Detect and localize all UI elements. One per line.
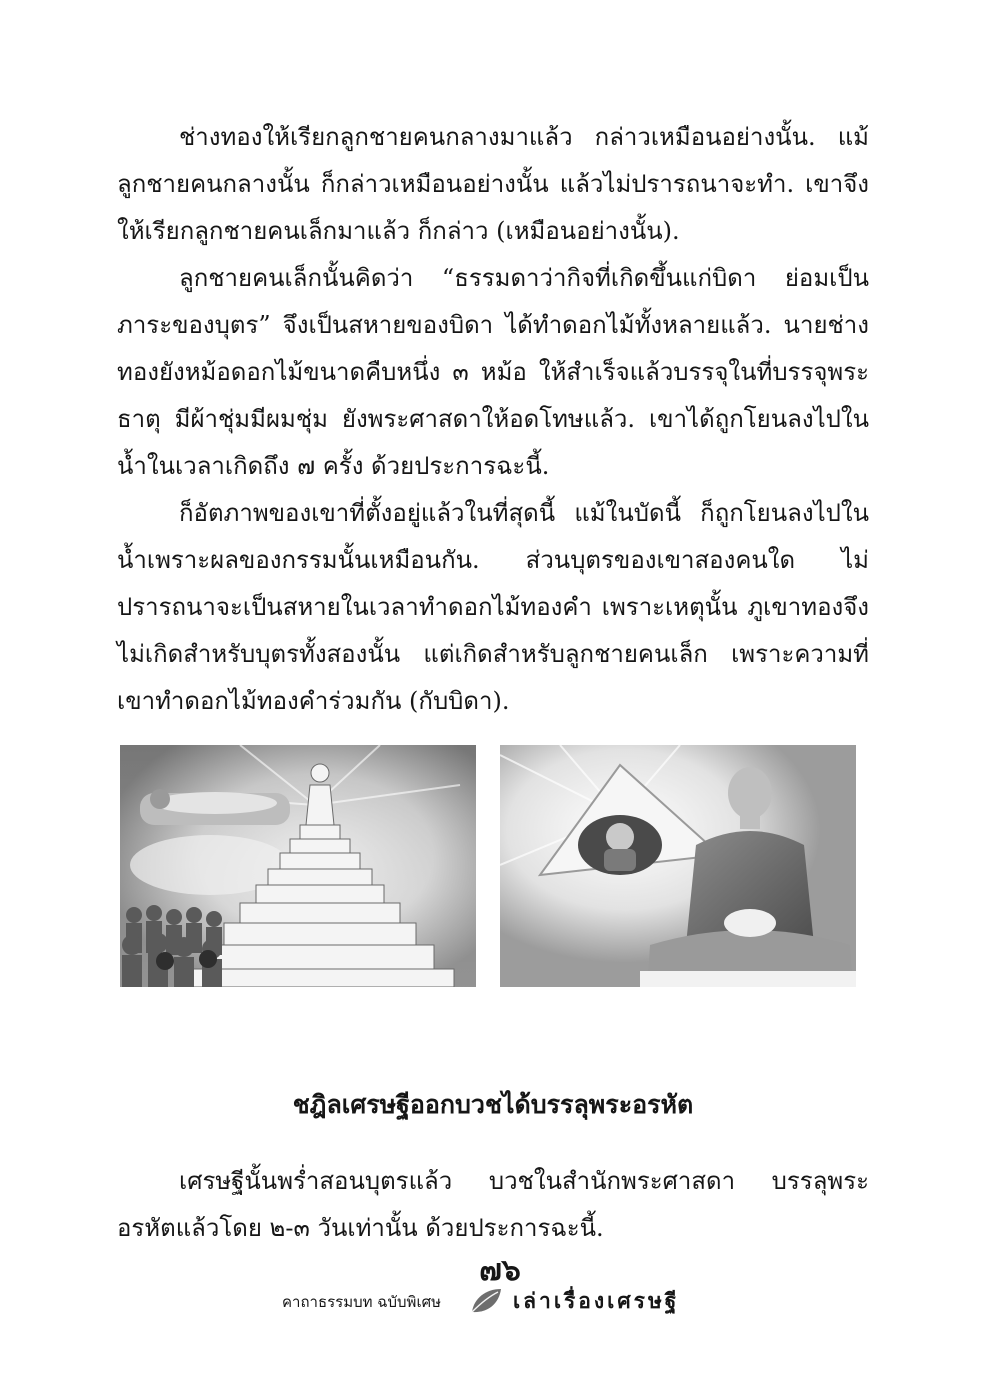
- paragraph: ลูกชายคนเล็กนั้นคิดว่า “ธรรมดาว่ากิจที่เกิดขึ้นแก่บิดา ย่อมเป็นภาระของบุตร” จึงเป็นสหายของบิดา ได้ทำดอกไม้ทั้งหลายแล้ว. นายช่างทองยังหม้อดอกไม้ขนาดคืบหนึ่ง ๓ หม้อ ให้สำเร็จแล้วบรรจุในที่บรรจุพระธาตุ มีผ้าชุ่มมีผมชุ่ม ยังพระศาสดาให้อดโทษแล้ว. เขาได้ถูกโยนลงไปในน้ำในเวลาเกิดถึง ๗ ครั้ง ด้วยประการฉะนี้.: [117, 264, 869, 480]
- footer-series-title: เล่าเรื่องเศรษฐี: [513, 1288, 680, 1313]
- section-heading: ชฎิลเศรษฐีออกบวชได้บรรลุพระอรหัต: [292, 1090, 694, 1119]
- paragraph: เศรษฐีนั้นพร่ำสอนบุตรแล้ว บวชในสำนักพระศาสดา บรรลุพระอรหัตแล้วโดย ๒-๓ วันเท่านั้น ด้วยประการฉะนี้.: [117, 1167, 869, 1242]
- illustration-row: [120, 745, 856, 987]
- page-number: ๗๖: [479, 1253, 521, 1288]
- leaf-icon: [468, 1286, 504, 1316]
- illustration-meditating-monk: [500, 745, 856, 987]
- body-text-bottom: [117, 1158, 869, 1252]
- paragraph: ก็อัตภาพของเขาที่ตั้งอยู่แล้วในที่สุดนี้ แม้ในบัดนี้ ก็ถูกโยนลงไปในน้ำเพราะผลของกรรมนั้นเหมือนกัน. ส่วนบุตรของเขาสองคนใด ไม่ปรารถนาจะเป็นสหายในเวลาทำดอกไม้ทองคำ เพราะเหตุนั้น ภูเขาทองจึงไม่เกิดสำหรับบุตรทั้งสองนั้น แต่เกิดสำหรับลูกชายคนเล็ก เพราะความที่เขาทำดอกไม้ทองคำร่วมกัน (กับบิดา).: [117, 499, 869, 715]
- footer-book-title: คาถาธรรมบท ฉบับพิเศษ: [282, 1293, 441, 1311]
- body-text-top: [117, 114, 869, 725]
- illustration-stupa-crowd: [120, 745, 476, 987]
- paragraph: ช่างทองให้เรียกลูกชายคนกลางมาแล้ว กล่าวเหมือนอย่างนั้น. แม้ลูกชายคนกลางนั้น ก็กล่าวเหมือนอย่างนั้น แล้วไม่ปรารถนาจะทำ. เขาจึงให้เรียกลูกชายคนเล็กมาแล้ว ก็กล่าว (เหมือนอย่างนั้น).: [117, 123, 869, 245]
